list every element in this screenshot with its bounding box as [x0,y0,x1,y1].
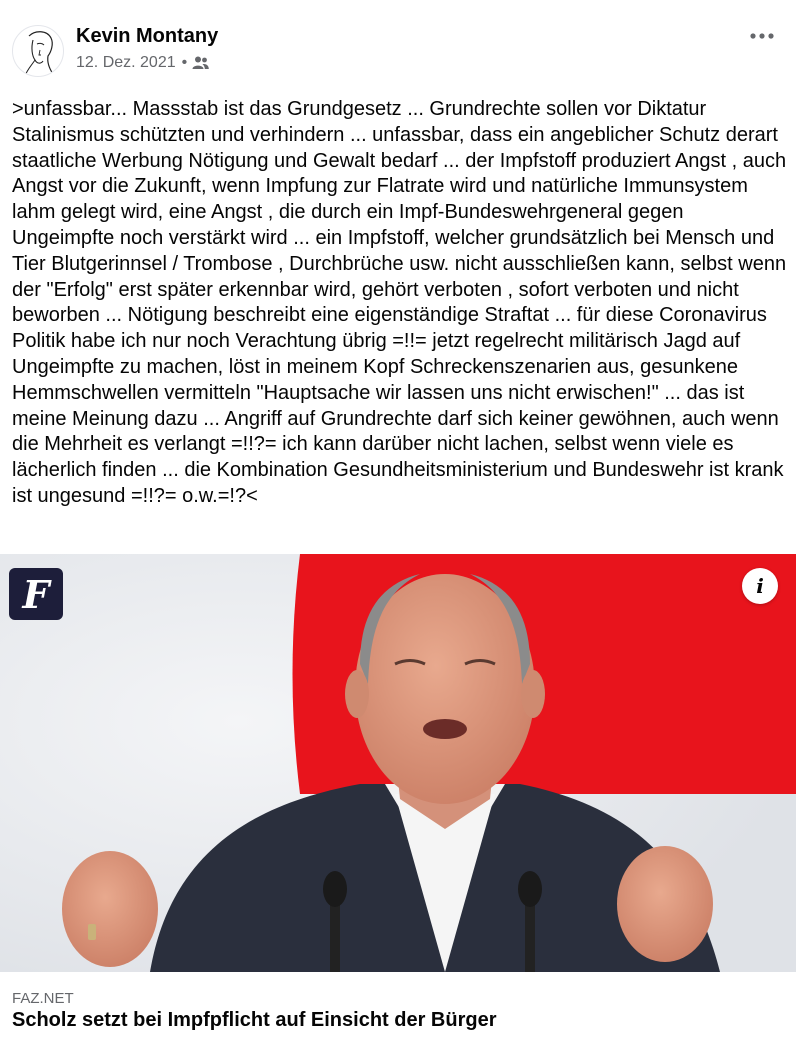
author-name[interactable]: Kevin Montany [76,25,219,47]
post-meta [76,54,209,72]
link-preview-card[interactable] [0,554,796,1044]
link-preview-image[interactable] [0,554,796,972]
link-domain: FAZ.NET [12,990,74,1007]
more-options-button[interactable] [740,22,784,50]
post-date[interactable]: 12. Dez. 2021 [76,54,176,71]
speaker-photo [0,554,796,972]
link-preview-footer[interactable] [0,972,796,1044]
more-options-icon [750,33,774,39]
friends-icon[interactable] [192,56,209,70]
faz-logo-icon: F [9,568,63,620]
post-header [0,0,796,90]
post-text: >unfassbar... Massstab ist das Grundgesetz ... Grundrechte sollen vor Diktatur Stalinismus schützten und verhindern ... unfassbar, dass ein angeblicher Schutz derart staatliche Werbung Nötigung und Gewalt bedarf ... der Impfstoff produziert Angst , auch Angst vor die Zukunft, wenn Impfung zur Flatrate wird und natürliche Immunsystem lahm gelegt wird, eine Angst , die durch ein Impf-Bundeswehrgeneral gegen Ungeimpfte noch verstärkt wird ... ein Impfstoff, welcher grundsätzlich bei Mensch und Tier Blutgerinnsel / Trombose , Durchbrüche usw. nicht ausschließen kann, selbst wenn der "Erfolg" erst später erkennbar wird, gehört verboten , sofort verboten und nicht beworben ... Nötigung beschreibt eine eigenständige Straftat ... für diese Coronavirus Politik habe ich nur noch Verachtung übrig =!!= jetzt regelrecht militärisch Jagd auf Ungeimpfte zu machen, löst in meinem Kopf Schreckenszenarien aus, gesunkene Hemmschwellen vermitteln "Hauptsache wir lassen uns nicht erwischen!" ... das ist meine Meinung dazu ... Angriff auf Grundrechte darf sich keiner gewöhnen, auch wenn die Mehrheit es verlangt =!!?= ich kann darüber nicht lachen, selbst wenn viele es lächerlich finden ... die Kombination Gesundheitsministerium und Bundeswehr ist krank ist ungesund =!!?= o.w.=!?< [12,98,787,507]
info-icon[interactable]: i [742,568,778,604]
meta-separator: • [181,54,188,71]
author-avatar[interactable] [12,25,64,77]
link-title[interactable]: Scholz setzt bei Impfpflicht auf Einsicht der Bürger [12,1009,497,1031]
avatar-sketch-icon [13,26,64,77]
